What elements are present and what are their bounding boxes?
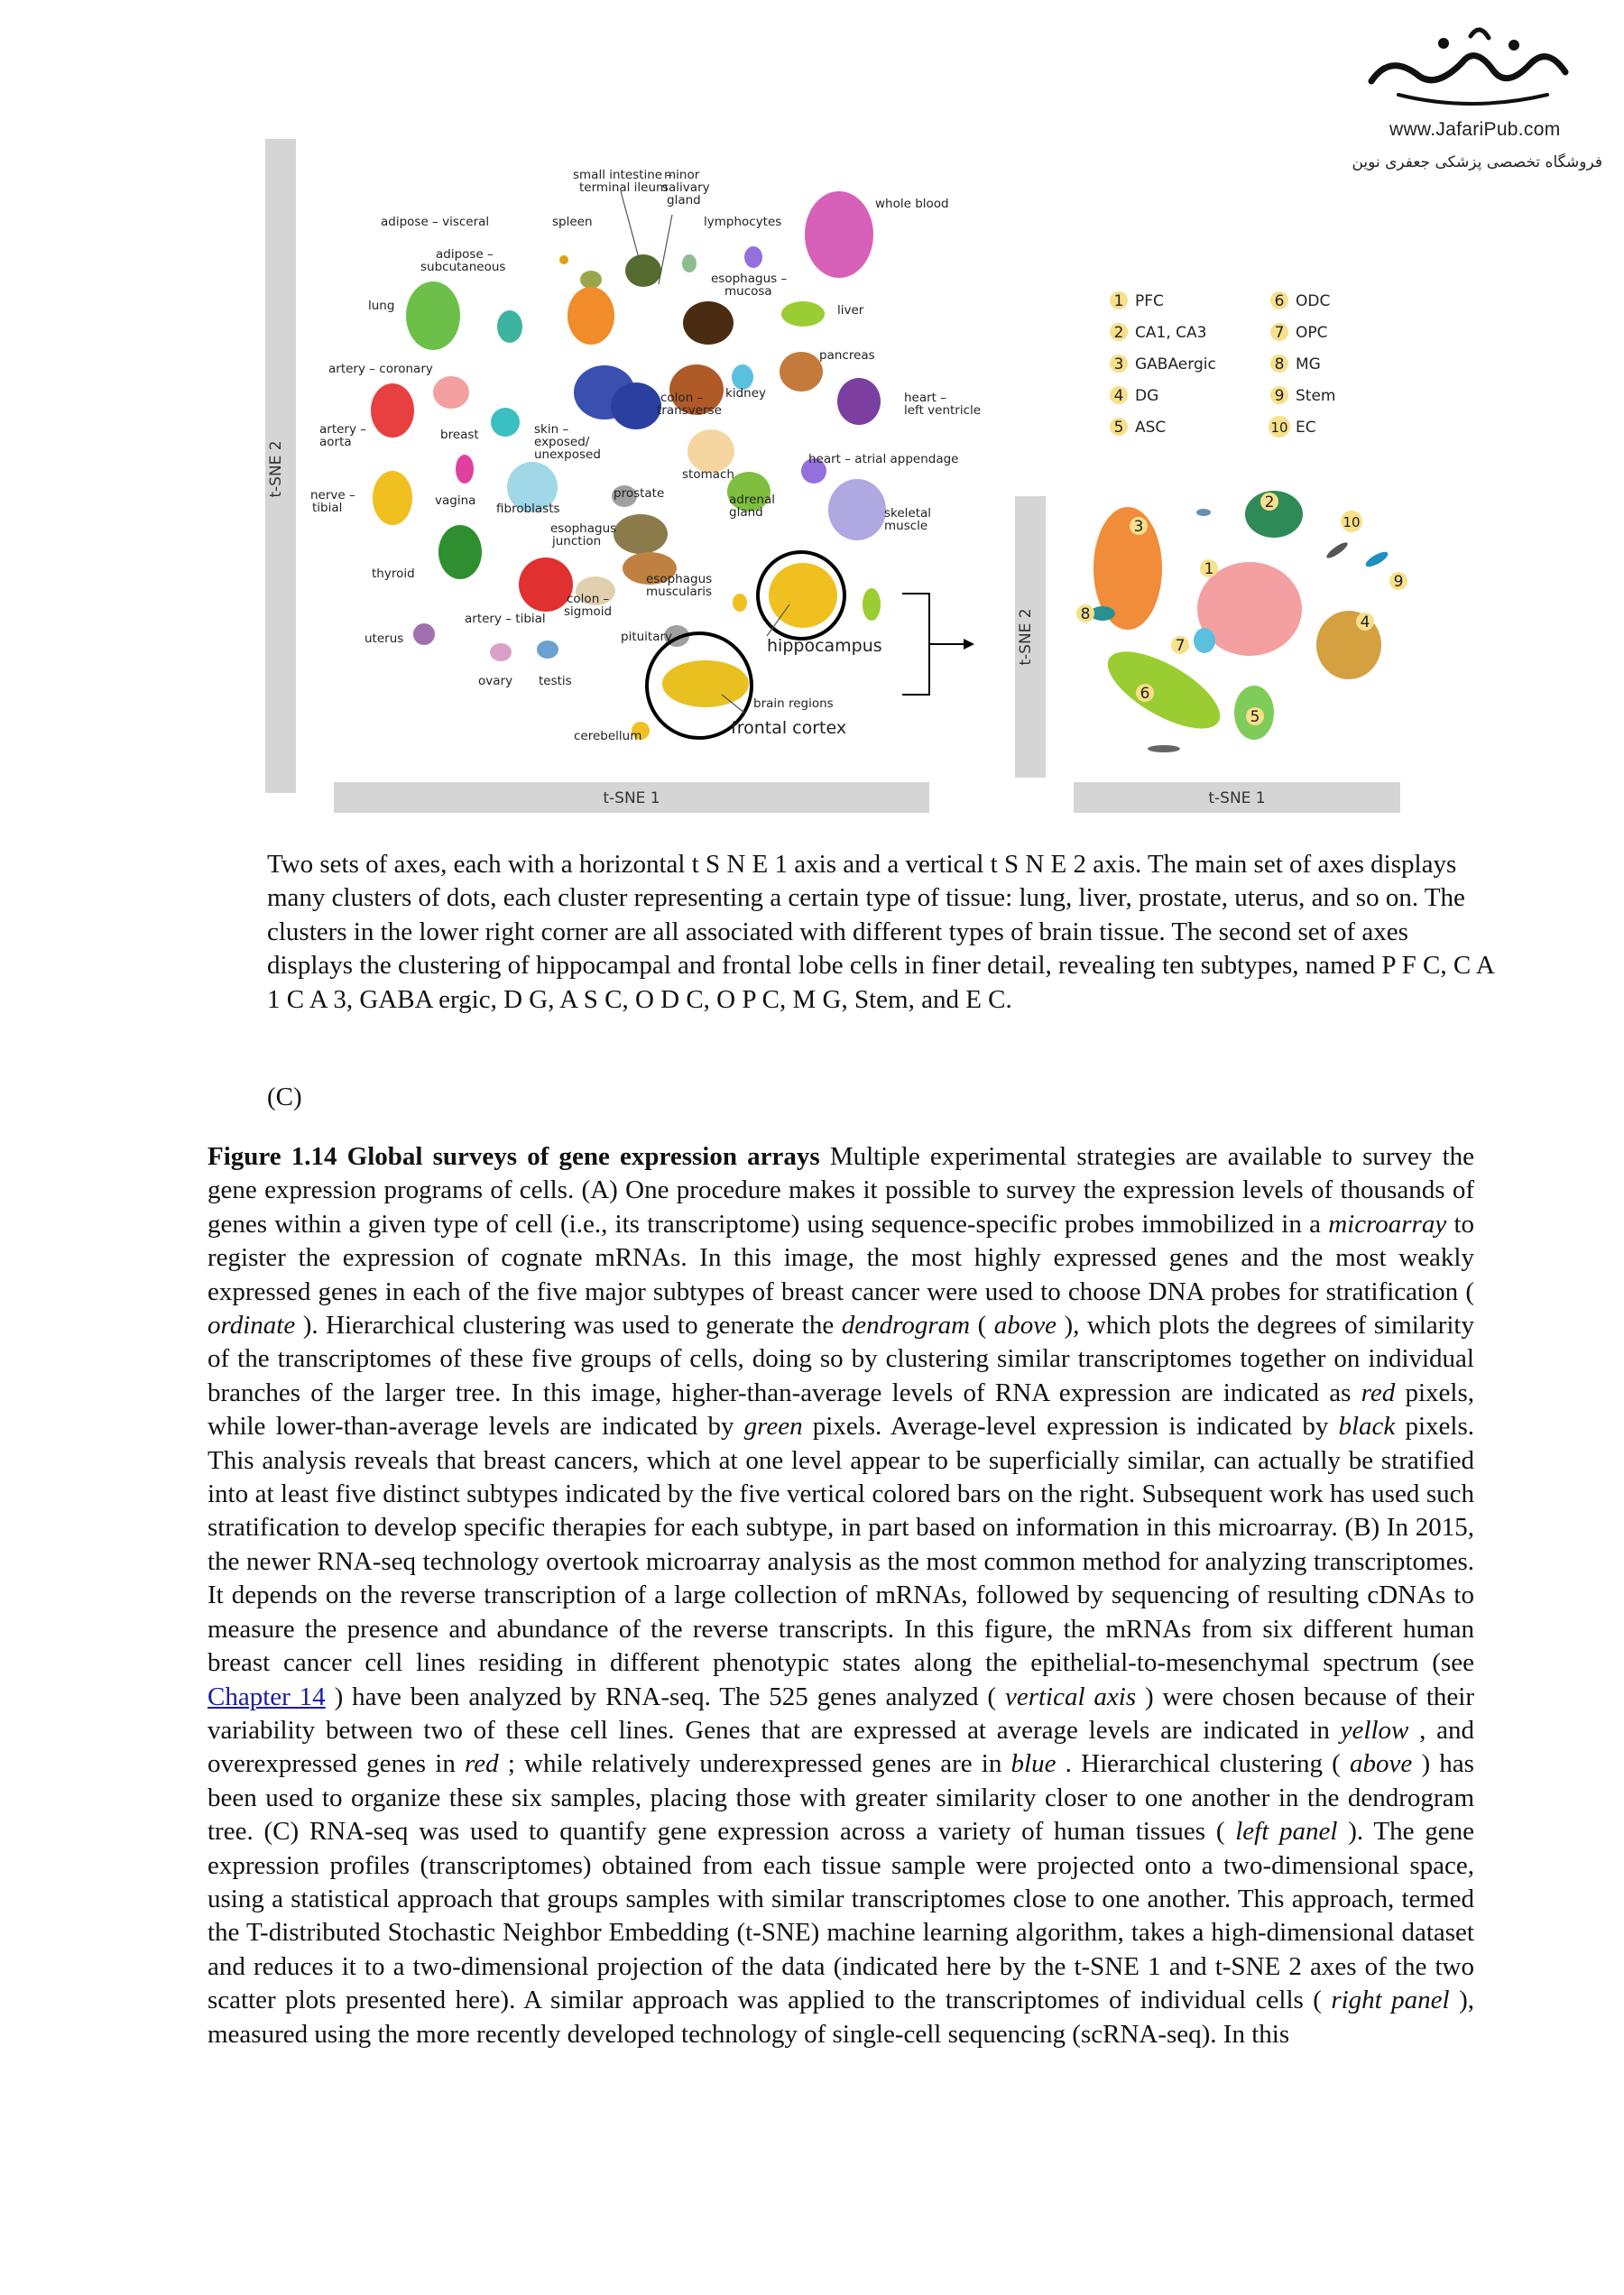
label-colon-transverse-2: transverse (657, 403, 722, 418)
cluster-spleen (580, 271, 602, 289)
cluster-whole-blood (805, 191, 873, 278)
marker-num-8: 8 (1080, 605, 1091, 623)
caption-text: . Hierarchical clustering ( (1056, 1749, 1351, 1779)
caption-emphasis: ordinate (208, 1311, 296, 1341)
legend-num-10: 10 (1270, 419, 1288, 436)
caption-emphasis: yellow (1340, 1715, 1409, 1745)
chapter-link[interactable]: Chapter 14 (208, 1682, 326, 1711)
label-esophagus-junction: esophagus (550, 521, 617, 536)
legend-name-4: DG (1135, 387, 1159, 405)
label-lymphocytes: lymphocytes (704, 215, 782, 229)
cluster-adipose-sub (567, 287, 614, 345)
label-prostate: prostate (614, 486, 665, 501)
cluster-breast (491, 408, 520, 437)
brain-arrow-head (964, 639, 974, 650)
cluster-pancreas (780, 352, 823, 392)
label-esophagus-muscularis-2: muscularis (646, 585, 713, 599)
cell-cluster-stem (1363, 549, 1389, 570)
label-whole-blood: whole blood (875, 197, 949, 211)
label-colon-transverse: colon – (660, 391, 704, 405)
label-pancreas: pancreas (819, 348, 875, 363)
legend-num-8: 8 (1274, 355, 1285, 373)
caption-text: ). The gene expression profiles (transcriptomes) obtained from each tissue sample were projected onto a two-dimensional space, using a statistical approach that groups samples with similar transcriptomes close to one another. This approach, termed the T-distributed Stochastic Neighbor Embedding (t-SNE) machine learning algorithm, takes a high-dimensional dataset and reduces it to a two-dimensional projection of the data (indicated here by the t-SNE 1 and t-SNE 2 axes of the two scatter plots presented here). A similar approach was applied to the transcriptomes of individual cells ( (208, 1817, 1474, 2015)
cluster-thyroid (438, 525, 482, 579)
cluster-vagina (456, 455, 474, 484)
caption-emphasis: green (743, 1412, 803, 1442)
marker-num-3: 3 (1133, 518, 1144, 536)
caption-emphasis: microarray (1328, 1209, 1447, 1239)
marker-num-6: 6 (1140, 685, 1150, 703)
label-breast: breast (440, 428, 479, 442)
marker-num-1: 1 (1204, 560, 1214, 578)
label-adipose-sub: adipose – (436, 247, 494, 262)
caption-paragraph (208, 1140, 1474, 2051)
legend-num-6: 6 (1274, 292, 1285, 310)
caption-emphasis: red (1361, 1378, 1396, 1407)
label-frontal-cortex: frontal cortex (731, 718, 847, 738)
caption-text: ) have been analyzed by RNA-seq. The 525 genes analyzed ( (325, 1682, 1005, 1711)
cluster-brain-small-b (733, 594, 747, 612)
caption-text: ), which plots the degrees of similarity of the transcriptomes of these five groups of cells, doing so by clustering similar transcriptomes together on individual branches of the larger tree. In this image, higher-than-average levels of RNA expression are indicated as (208, 1311, 1474, 1407)
legend-name-2: CA1, CA3 (1135, 324, 1207, 342)
caption-label: Figure 1.14 Global surveys of gene expression arrays (208, 1142, 820, 1171)
cluster-lymphocytes (744, 246, 762, 268)
cluster-skeletal (828, 479, 886, 540)
cluster-small-intestine (625, 254, 661, 287)
cluster-liver (781, 301, 825, 327)
label-skeletal-2: muscle (884, 519, 928, 533)
label-pituitary: pituitary (621, 630, 673, 644)
legend-name-3: GABAergic (1135, 355, 1216, 373)
label-esophagus-muscularis: esophagus (646, 572, 713, 586)
label-heart-lv-2: left ventricle (904, 403, 982, 418)
cluster-ovary (490, 643, 512, 661)
cell-cluster-odc (1096, 637, 1231, 743)
figure-caption (208, 1140, 1474, 2051)
caption-text: pixels, while lower-than-average levels are indicated by (208, 1378, 1474, 1442)
left-y-axis-label: t-SNE 2 (267, 440, 285, 498)
cluster-testis (537, 641, 558, 659)
label-adipose-sub-2: subcutaneous (420, 260, 506, 274)
cluster-uterus (413, 623, 435, 645)
label-heart-aa: heart – atrial appendage (808, 452, 959, 466)
tsne-figure (262, 135, 1416, 821)
caption-text: ), measured using the more recently developed technology of single-cell sequencing (scRNA-seq). In this (208, 1986, 1474, 2049)
legend-name-10: EC (1296, 419, 1316, 437)
cluster-esophagus-junction (614, 514, 668, 554)
marker-num-5: 5 (1250, 708, 1260, 726)
cluster-hippocampus (769, 563, 837, 628)
cluster-frontal-cortex (662, 660, 749, 707)
label-adrenal: adrenal (729, 493, 775, 507)
caption-emphasis: blue (1010, 1749, 1057, 1779)
caption-emphasis: dendrogram (841, 1311, 971, 1341)
label-skin-2: exposed/ (534, 435, 590, 449)
marker-num-2: 2 (1264, 493, 1275, 512)
caption-emphasis: above (1350, 1749, 1413, 1779)
legend-name-5: ASC (1135, 419, 1167, 437)
label-spleen: spleen (552, 215, 593, 229)
logo-url: www.JafariPub.com (1389, 119, 1561, 140)
caption-text: ; while relatively underexpressed genes are in (498, 1749, 1011, 1779)
label-colon-sigmoid-2: sigmoid (564, 604, 613, 619)
label-kidney: kidney (725, 386, 766, 401)
cluster-brain-small-a (863, 588, 881, 621)
legend-num-4: 4 (1113, 387, 1124, 405)
legend-name-6: ODC (1296, 292, 1331, 310)
label-minor-salivary-2: salivary (662, 180, 710, 195)
cluster-adipose-visceral (559, 255, 568, 264)
label-artery-aorta: artery – (319, 422, 367, 437)
leader-small-intestine (621, 191, 639, 258)
label-skin-3: unexposed (534, 447, 601, 462)
legend-name-7: OPC (1296, 324, 1328, 342)
label-thyroid: thyroid (372, 567, 415, 581)
caption-emphasis: red (465, 1749, 499, 1779)
label-esophagus-junction-2: junction (552, 534, 602, 548)
figure-alt-description: Two sets of axes, each with a horizontal t S N E 1 axis and a vertical t S N E 2 axis. The main set of axes displays many clusters of dots, each cluster representing a certain type of tissue: lung, liver, prostate, uterus, and so on. The clusters in the lower right corner are all associated with different types of brain tissue. The second set of axes displays the clustering of hippocampal and frontal lobe cells in finer detail, revealing ten subtypes, named P F C, C A 1 C A 3, GABA ergic, D G, A S C, O D C, O P C, M G, Stem, and E C. (267, 850, 1494, 1014)
right-y-axis-label: t-SNE 2 (1017, 608, 1035, 666)
caption-text: to register the expression of cognate mRNAs. In this image, the most highly expressed genes and the most weakly expressed genes in each of the five major subtypes of breast cancer were used to choose DNA probes for stratification ( (208, 1209, 1475, 1306)
caption-text: ) were chosen because of their variability between two of these cell lines. Genes that are expressed at average levels are indicated in (208, 1682, 1474, 1745)
cell-cluster-ec (1324, 540, 1350, 561)
label-adipose-visceral: adipose – visceral (381, 215, 490, 229)
label-heart-lv: heart – (904, 391, 947, 405)
caption-emphasis: black (1338, 1412, 1396, 1442)
marker-num-9: 9 (1393, 573, 1404, 591)
label-artery-coronary: artery – coronary (328, 362, 433, 376)
right-x-axis-label: t-SNE 1 (1208, 789, 1266, 807)
legend-name-1: PFC (1135, 292, 1164, 310)
cell-cluster-misc-a (1196, 509, 1211, 516)
cluster-artery-tibial (519, 558, 573, 612)
label-ovary: ovary (478, 674, 513, 688)
legend-num-5: 5 (1113, 419, 1124, 437)
label-testis: testis (539, 674, 572, 688)
label-fibroblasts: fibroblasts (496, 502, 560, 516)
label-small-intestine: small intestine – (573, 168, 673, 182)
cluster-stomach (687, 429, 734, 473)
cluster-minor-salivary (682, 254, 697, 272)
caption-emphasis: above (993, 1311, 1057, 1341)
label-stomach: stomach (682, 467, 734, 482)
caption-text: ) has been used to organize these six samples, placing those with greater similarity closer to one another in the dendrogram tree. (C) RNA-seq was used to quantify gene expression across a variety of human tissues ( (208, 1749, 1474, 1847)
label-artery-tibial: artery – tibial (465, 612, 546, 626)
caption-emphasis: right panel (1331, 1986, 1450, 2015)
label-skin: skin – (534, 422, 569, 437)
label-artery-aorta-2: aorta (319, 435, 352, 449)
caption-emphasis: vertical axis (1004, 1682, 1137, 1711)
label-small-intestine-2: terminal ileum (579, 180, 669, 195)
marker-num-4: 4 (1360, 613, 1370, 631)
legend-num-3: 3 (1113, 355, 1124, 373)
label-liver: liver (837, 303, 864, 318)
legend-num-1: 1 (1113, 292, 1124, 310)
caption-emphasis: left panel (1235, 1817, 1338, 1847)
cluster-nerve (373, 471, 412, 525)
label-skeletal: skeletal (884, 506, 932, 521)
label-brain-regions: brain regions (753, 696, 834, 711)
cell-cluster-opc (1194, 628, 1215, 653)
cluster-skin2 (611, 382, 661, 429)
caption-text: Multiple experimental strategies are available to survey the gene expression programs of cells. (A) One procedure makes it possible to survey the expression levels of thousands of genes within a given type of cell (i.e., its transcriptome) using sequence-specific probes immobilized in a (208, 1142, 1474, 1239)
label-cerebellum: cerebellum (574, 729, 642, 743)
caption-text: ). Hierarchical clustering was used to generate the (295, 1311, 842, 1341)
subtype-legend (1110, 291, 1335, 438)
label-hippocampus: hippocampus (767, 636, 882, 656)
cluster-esophagus-mucosa (683, 301, 734, 345)
caption-text: pixels. This analysis reveals that breast cancers, which at one level appear to be superficially similar, can actually be stratified into at least five distinct subtypes indicated by the five vertical colored bars on the right. Subsequent work has used such stratification to develop specific therapies for each subtype, in part based on information in this microarray. (B) In 2015, the newer RNA-seq technology overtook microarray analysis as the most common method for analyzing transcriptomes. It depends on the reverse transcription of a large collection of mRNAs, followed by sequencing of resulting cDNAs to measure the presence and abundance of the reverse transcripts. In this figure, the mRNAs from six different human breast cancer cell lines residing in different phenotypic states along the epithelial-to-mesenchymal spectrum (see (208, 1412, 1475, 1678)
caption-text: ( (970, 1311, 994, 1341)
cluster-artery-aorta (371, 383, 414, 438)
leader-minor-salivary (659, 215, 672, 284)
panel-letter: (C) (267, 1083, 302, 1111)
marker-num-10: 10 (1343, 514, 1361, 530)
cluster-lung-small (497, 310, 522, 343)
label-lung: lung (368, 299, 395, 313)
brain-bracket (902, 594, 929, 695)
label-nerve: nerve – (310, 488, 355, 502)
legend-num-9: 9 (1274, 387, 1285, 405)
label-esophagus-mucosa: esophagus – (711, 272, 788, 286)
label-uterus: uterus (364, 631, 404, 646)
legend-name-8: MG (1296, 355, 1321, 373)
label-vagina: vagina (435, 493, 476, 508)
label-minor-salivary-3: gland (667, 193, 701, 207)
label-minor-salivary: minor (664, 168, 700, 182)
caption-text: , and overexpressed genes in (208, 1715, 1475, 1779)
cell-cluster-misc-b (1148, 745, 1180, 752)
label-esophagus-mucosa-2: mucosa (724, 284, 772, 299)
caption-text: pixels. Average-level expression is indicated by (802, 1412, 1339, 1442)
label-nerve-2: tibial (312, 501, 343, 515)
tissue-labels (310, 168, 981, 743)
legend-name-9: Stem (1296, 387, 1336, 405)
cluster-lung (406, 281, 460, 350)
logo-calligraphy-icon (1335, 18, 1606, 117)
cluster-artery-coronary (433, 376, 469, 409)
left-x-axis-label: t-SNE 1 (603, 789, 660, 807)
logo-tagline: فروشگاه تخصصی پزشکی جعفری نوین (1352, 153, 1602, 171)
legend-num-2: 2 (1113, 324, 1124, 342)
label-colon-sigmoid: colon – (567, 592, 610, 606)
marker-num-7: 7 (1175, 637, 1186, 655)
label-adrenal-2: gland (729, 505, 763, 520)
cluster-heart-lv (837, 378, 881, 425)
legend-num-7: 7 (1274, 324, 1285, 342)
